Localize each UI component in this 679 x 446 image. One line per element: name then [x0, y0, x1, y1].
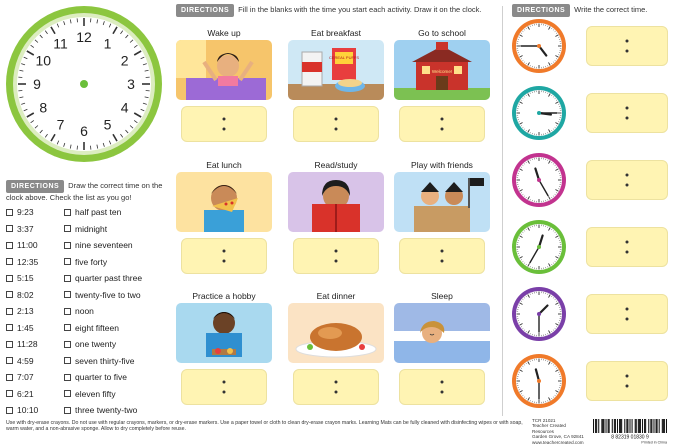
colon-separator: [626, 375, 629, 388]
checklist-label: midnight: [75, 223, 108, 234]
checklist-item[interactable]: [6, 240, 38, 250]
checklist-item[interactable]: [6, 389, 34, 399]
dinner-illustration: [288, 303, 384, 363]
colon-separator: [626, 40, 629, 53]
activity-title: Go to school: [418, 28, 466, 38]
checkbox[interactable]: [64, 209, 71, 216]
school-illustration: [394, 40, 490, 100]
checklist-item[interactable]: [64, 323, 119, 333]
practice-clock: [511, 152, 567, 208]
practice-clock: [511, 219, 567, 275]
colon-separator: [626, 241, 629, 254]
checklist-row: [6, 224, 166, 241]
sleep-illustration: [394, 303, 490, 363]
clock-number: 9: [33, 76, 41, 92]
activity-card: [288, 160, 384, 274]
checklist-label: 10:10: [17, 405, 39, 415]
checklist-label: one twenty: [75, 339, 117, 349]
checkbox[interactable]: [64, 341, 71, 348]
time-entry-box[interactable]: [399, 369, 485, 405]
activity-card: [288, 291, 384, 405]
checkbox[interactable]: [6, 357, 13, 364]
practice-clock: [511, 286, 567, 342]
checklist-item[interactable]: [6, 372, 34, 382]
directions-tag: DIRECTIONS: [6, 180, 64, 193]
answer-time-box[interactable]: [586, 227, 668, 267]
checklist-label: 9:23: [17, 207, 34, 217]
publisher-line: Garden Grove, CA 92841: [532, 434, 584, 440]
checklist-label: eleven fifty: [75, 388, 116, 399]
checkbox[interactable]: [64, 357, 71, 364]
colon-separator: [335, 250, 338, 263]
checklist-item[interactable]: [64, 339, 116, 349]
checklist-label: quarter past three: [75, 273, 143, 283]
checklist-label: half past ten: [75, 207, 122, 217]
checklist-row: [6, 290, 166, 307]
checklist-label: five forty: [75, 256, 108, 267]
activity-card: [176, 291, 272, 405]
clock-number: 6: [80, 123, 88, 139]
clock-number: 7: [56, 116, 65, 133]
colon-separator: [626, 107, 629, 120]
checklist-row: [6, 356, 166, 373]
time-entry-box[interactable]: [181, 369, 267, 405]
checkbox[interactable]: [6, 275, 13, 282]
time-checklist: [6, 207, 166, 422]
checklist-label: quarter to five: [75, 372, 127, 382]
checkbox[interactable]: [64, 308, 71, 315]
right-directions: [512, 4, 672, 17]
checklist-row: [6, 207, 166, 224]
checklist-label: 4:59: [17, 355, 34, 366]
time-entry-box[interactable]: [293, 238, 379, 274]
time-entry-box[interactable]: [399, 238, 485, 274]
checkbox[interactable]: [6, 258, 13, 265]
checkbox[interactable]: [64, 390, 71, 397]
checklist-item[interactable]: [64, 372, 127, 382]
left-directions: [6, 180, 168, 202]
checkbox[interactable]: [6, 341, 13, 348]
checklist-item[interactable]: [64, 257, 107, 267]
clock-number: 1: [103, 35, 112, 52]
school-sign-text: Welcome!: [431, 69, 453, 74]
checklist-row: [6, 389, 166, 406]
time-entry-box[interactable]: [293, 106, 379, 142]
answer-time-box[interactable]: [586, 294, 668, 334]
time-entry-box[interactable]: [181, 106, 267, 142]
answer-time-box[interactable]: [586, 26, 668, 66]
activity-title: Eat breakfast: [310, 28, 362, 38]
checkbox[interactable]: [64, 374, 71, 381]
checklist-row: [6, 323, 166, 340]
colon-separator: [441, 118, 444, 131]
activity-card: [394, 28, 490, 142]
checkbox[interactable]: [64, 242, 71, 249]
lunch-illustration: [176, 172, 272, 232]
checklist-row: [6, 339, 166, 356]
activity-card: [176, 160, 272, 274]
checkbox[interactable]: [6, 209, 13, 216]
wake-up-illustration: [176, 40, 272, 100]
checklist-label: 3:37: [17, 223, 34, 234]
checkbox[interactable]: [64, 324, 71, 331]
barcode: [587, 418, 673, 444]
checklist-label: seven thirty-five: [75, 355, 135, 366]
checklist-item[interactable]: [6, 339, 38, 349]
checklist-label: three twenty-two: [75, 405, 138, 415]
hobby-illustration: [176, 303, 272, 363]
checkbox[interactable]: [64, 225, 71, 232]
checklist-item[interactable]: [64, 207, 121, 217]
directions-text: Fill in the blanks with the time you start each activity. Draw it on the clock.: [238, 5, 482, 14]
clock-number: 8: [39, 99, 48, 116]
checklist-label: eight fifteen: [75, 322, 119, 333]
top-directions: [176, 4, 496, 17]
checkbox[interactable]: [6, 390, 13, 397]
checklist-item[interactable]: [64, 273, 142, 283]
checklist-item[interactable]: [6, 356, 34, 366]
answer-time-box[interactable]: [586, 93, 668, 133]
checklist-label: 11:28: [17, 339, 38, 349]
checklist-item[interactable]: [6, 323, 34, 333]
clock-number: 10: [35, 52, 52, 69]
colon-separator: [441, 381, 444, 394]
checkbox[interactable]: [6, 291, 13, 298]
checklist-item[interactable]: [6, 224, 34, 234]
barcode-sub: Printed in China: [641, 440, 667, 444]
checklist-item[interactable]: [64, 240, 133, 250]
activity-title: Read/study: [314, 160, 358, 170]
clock-number: 5: [103, 116, 112, 133]
breakfast-illustration: [288, 40, 384, 100]
checkbox[interactable]: [64, 258, 71, 265]
publisher-line: www.teachercreated.com: [532, 439, 584, 445]
checklist-label: 11:00: [17, 240, 38, 250]
checklist-item[interactable]: [6, 290, 34, 300]
checklist-label: noon: [75, 306, 94, 316]
activity-title: Play with friends: [411, 160, 473, 170]
clock-center-dot: [80, 80, 88, 88]
checklist-label: 1:45: [17, 322, 34, 333]
checklist-label: nine seventeen: [75, 240, 133, 250]
time-entry-box[interactable]: [181, 238, 267, 274]
checkbox[interactable]: [64, 291, 71, 298]
checklist-row: [6, 372, 166, 389]
checklist-item[interactable]: [6, 405, 38, 415]
checklist-item[interactable]: [6, 207, 34, 217]
clock-number: 3: [127, 76, 135, 92]
checkbox[interactable]: [6, 242, 13, 249]
care-instructions: Use with dry-erase crayons. Do not use with regular crayons, markers, or dry-erase markers. Use a paper towel or cloth to clean dry-erase crayon marks. Learning Mats can be fully cleaned with disinfecting wipes or with soap, warm water, and a non-abrasive sponge. Allow to dry completely before reuse.: [6, 420, 523, 433]
time-entry-box[interactable]: [293, 369, 379, 405]
checklist-item[interactable]: [64, 389, 116, 399]
checkbox[interactable]: [64, 275, 71, 282]
large-clock-face: [4, 4, 164, 164]
answer-time-box[interactable]: [586, 361, 668, 401]
checklist-row: [6, 306, 166, 323]
checklist-label: 12:35: [17, 256, 39, 267]
clock-number: 12: [76, 29, 92, 45]
column-divider: [502, 6, 503, 416]
colon-separator: [335, 381, 338, 394]
clock-number: 11: [53, 35, 68, 52]
checklist-label: 6:21: [17, 388, 34, 399]
checkbox[interactable]: [6, 225, 13, 232]
checklist-item[interactable]: [64, 405, 137, 415]
checklist-row: [6, 240, 166, 257]
checklist-item[interactable]: [64, 306, 94, 316]
checkbox[interactable]: [6, 324, 13, 331]
checklist-row: [6, 257, 166, 274]
checkbox[interactable]: [64, 407, 71, 414]
activity-title: Eat dinner: [316, 291, 356, 301]
colon-separator: [223, 381, 226, 394]
checklist-item[interactable]: [64, 290, 141, 300]
checklist-row: [6, 273, 166, 290]
activity-card: [288, 28, 384, 142]
activity-card: [394, 160, 490, 274]
checklist-label: 2:13: [17, 306, 34, 316]
answer-time-box[interactable]: [586, 160, 668, 200]
publisher-line: TCR 21021: [532, 418, 556, 423]
time-entry-box[interactable]: [399, 106, 485, 142]
cereal-box-text: CEREAL PUFFS: [328, 55, 360, 60]
play-illustration: [394, 172, 490, 232]
activity-title: Sleep: [431, 291, 453, 301]
checklist-item[interactable]: [6, 306, 34, 316]
practice-clock: [511, 18, 567, 74]
colon-separator: [335, 118, 338, 131]
colon-separator: [441, 250, 444, 263]
checklist-label: 5:15: [17, 273, 34, 283]
activity-title: Wake up: [207, 28, 241, 38]
activity-title: Practice a hobby: [192, 291, 256, 301]
publisher-line: Teacher Created Resources: [532, 423, 566, 434]
practice-clock: [511, 353, 567, 409]
checkbox[interactable]: [6, 407, 13, 414]
colon-separator: [626, 174, 629, 187]
checkbox[interactable]: [6, 308, 13, 315]
checkbox[interactable]: [6, 374, 13, 381]
activity-title: Eat lunch: [206, 160, 242, 170]
colon-separator: [223, 118, 226, 131]
publisher-info: [532, 418, 584, 445]
checklist-item[interactable]: [64, 356, 135, 366]
colon-separator: [223, 250, 226, 263]
colon-separator: [626, 308, 629, 321]
clock-number: 4: [120, 99, 129, 116]
clock-number: 2: [120, 52, 129, 69]
activity-card: [394, 291, 490, 405]
directions-tag: DIRECTIONS: [512, 4, 570, 17]
checklist-label: twenty-five to two: [75, 289, 141, 300]
directions-text: Draw the correct time on the clock above. Check the list as you go!: [6, 181, 163, 202]
directions-text: Write the correct time.: [574, 5, 648, 14]
reading-illustration: [288, 172, 384, 232]
directions-tag: DIRECTIONS: [176, 4, 234, 17]
checklist-label: 8:02: [17, 289, 34, 300]
checklist-item[interactable]: [6, 273, 34, 283]
checklist-item[interactable]: [6, 257, 38, 267]
checklist-item[interactable]: [64, 224, 107, 234]
checklist-label: 7:07: [17, 372, 34, 382]
activity-card: [176, 28, 272, 142]
practice-clock: [511, 85, 567, 141]
barcode-number: 8 82319 01830 9: [611, 434, 649, 441]
